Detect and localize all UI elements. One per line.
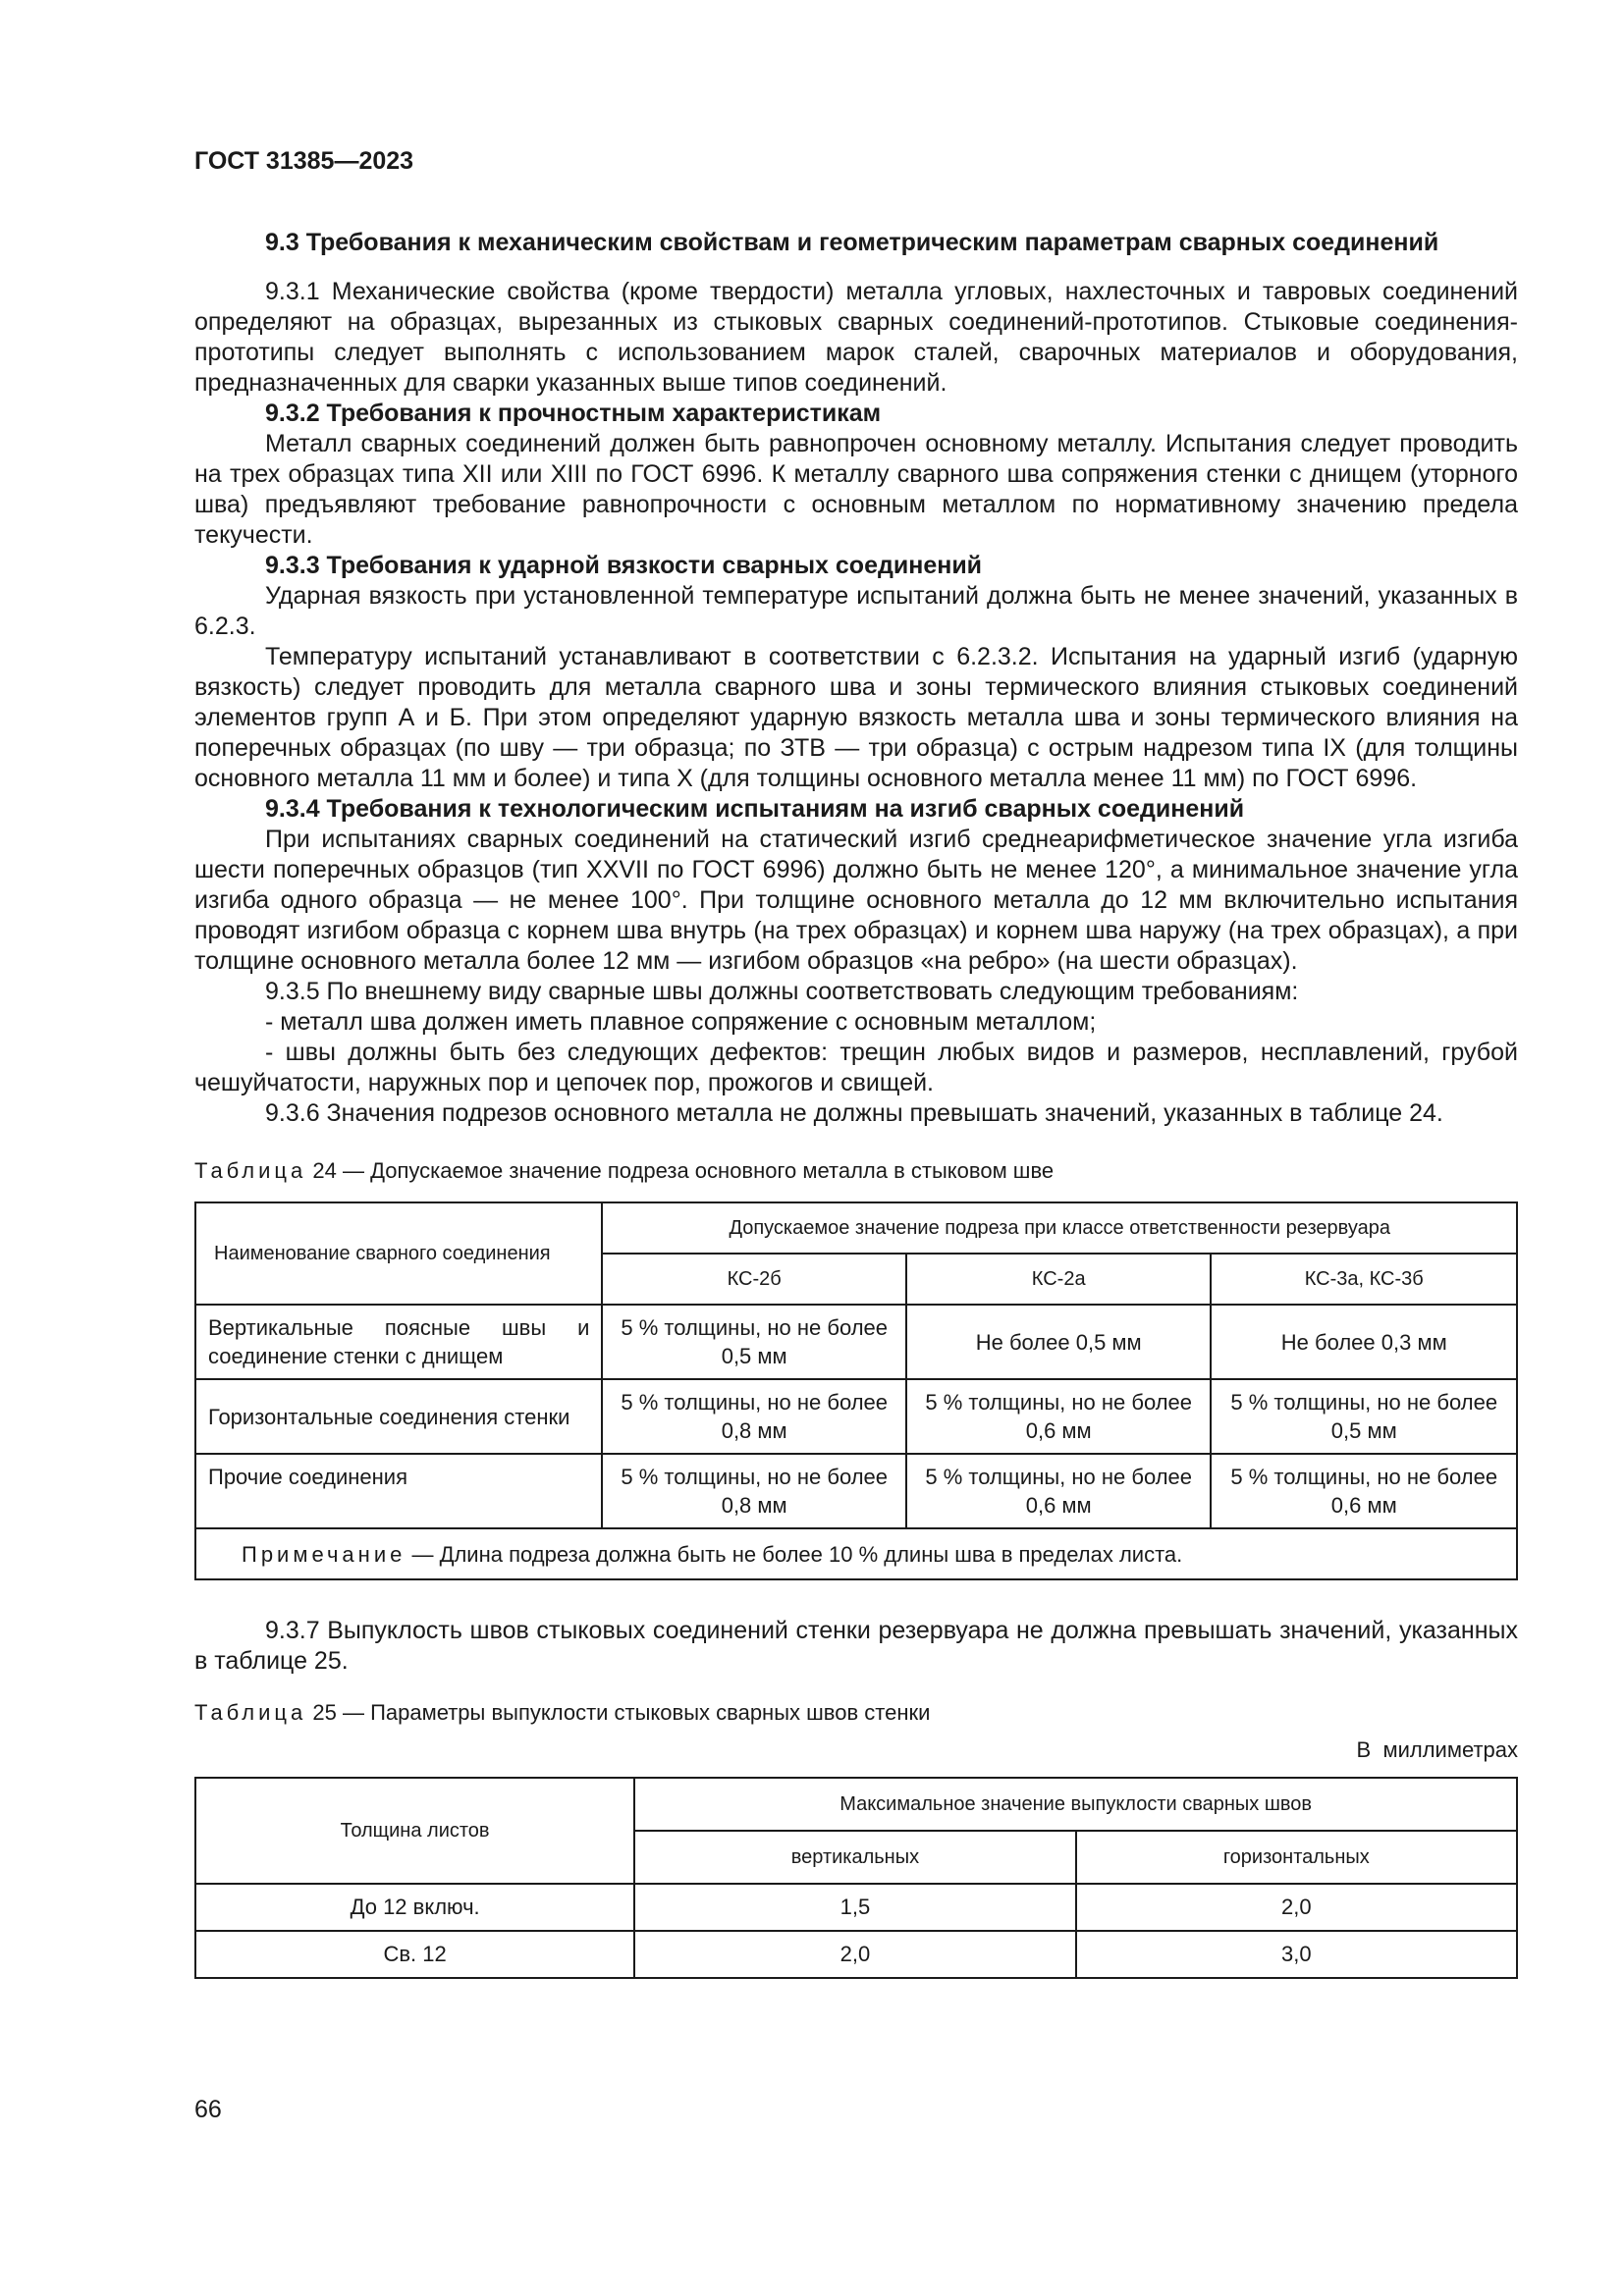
caption-text: 25 — Параметры выпуклости стыковых сварных швов стенки <box>306 1700 931 1725</box>
page-number: 66 <box>194 2096 222 2123</box>
cell-horizontal: 2,0 <box>1076 1884 1517 1931</box>
table-row <box>195 1379 1517 1454</box>
cell-value: Не более 0,3 мм <box>1211 1305 1517 1379</box>
heading-9-3-4: 9.3.4 Требования к технологическим испытаниям на изгиб сварных соединений <box>265 795 1245 823</box>
row-name: Вертикальные поясные швы и соединение стенки с днищем <box>195 1305 602 1379</box>
cell-thickness: Св. 12 <box>195 1931 634 1978</box>
table-row <box>195 1305 1517 1379</box>
cell-vertical: 1,5 <box>634 1884 1075 1931</box>
column-header-group: Допускаемое значение подреза при классе ответственности резервуара <box>602 1202 1517 1254</box>
table-row <box>195 1931 1517 1978</box>
table-row <box>195 1884 1517 1931</box>
paragraph-9-3-7: 9.3.7 Выпуклость швов стыковых соединений стенки резервуара не должна превышать значений, указанных в таблице 25. <box>194 1617 1518 1675</box>
heading-9-3-2: 9.3.2 Требования к прочностным характеристикам <box>265 400 882 427</box>
cell-value: 5 % толщины, но не более 0,8 мм <box>602 1379 906 1454</box>
paragraph-9-3-1: 9.3.1 Механические свойства (кроме твердости) металла угловых, нахлесточных и тавровых соединений определяют на образцах, вырезанных из стыковых сварных соединений-прототипов. Стыковые соединения-прототипы следует выполнять с использованием марок сталей, сварочных материалов и оборудования, предназначенных для сварки указанных выше типов соединений. <box>194 278 1518 397</box>
list-item: - швы должны быть без следующих дефектов: трещин любых видов и размеров, несплавлений, грубой чешуйчатости, наружных пор и цепочек пор, прожогов и свищей. <box>194 1039 1518 1096</box>
table-24-caption <box>194 1158 1518 1184</box>
table-row <box>195 1454 1517 1528</box>
cell-value: Не более 0,5 мм <box>906 1305 1212 1379</box>
cell-value: 5 % толщины, но не более 0,6 мм <box>906 1379 1212 1454</box>
column-header-thickness: Толщина листов <box>195 1778 634 1884</box>
table-25 <box>194 1777 1518 1979</box>
cell-value: 5 % толщины, но не более 0,6 мм <box>1211 1454 1517 1528</box>
cell-value: 5 % толщины, но не более 0,5 мм <box>602 1305 906 1379</box>
paragraph-9-3-4: При испытаниях сварных соединений на статический изгиб среднеарифметическое значение угла изгиба шести поперечных образцов (тип XXVII по ГОСТ 6996) должно быть не менее 120°, а минимальное значение угла изгиба одного образца — не менее 100°. При толщине основного металла до 12 мм включительно испытания проводят изгибом образца с корнем шва внутрь (на трех образцах) и корнем шва наружу (на трех образцах), а при толщине основного металла более 12 мм — изгибом образцов «на ребро» (на шести образцах). <box>194 826 1518 975</box>
row-name: Прочие соединения <box>195 1454 602 1528</box>
section-title: 9.3 Требования к механическим свойствам и геометрическим параметрам сварных соединений <box>265 229 1439 256</box>
column-header-ks2a: КС-2а <box>906 1254 1212 1305</box>
column-header-group: Максимальное значение выпуклости сварных швов <box>634 1778 1517 1831</box>
document-page <box>194 147 1518 1979</box>
units-label: В миллиметрах <box>1356 1737 1518 1762</box>
caption-text: 24 — Допускаемое значение подреза основного металла в стыковом шве <box>306 1158 1055 1183</box>
column-header-vertical: вертикальных <box>634 1831 1075 1884</box>
caption-label: Таблица <box>194 1700 307 1725</box>
paragraph-9-3-6: 9.3.6 Значения подрезов основного металла не должны превышать значений, указанных в таблице 24. <box>265 1099 1443 1127</box>
column-header-ks2b: КС-2б <box>602 1254 906 1305</box>
cell-value: 5 % толщины, но не более 0,8 мм <box>602 1454 906 1528</box>
cell-vertical: 2,0 <box>634 1931 1075 1978</box>
paragraph-9-3-5: 9.3.5 По внешнему виду сварные швы должны соответствовать следующим требованиям: <box>265 978 1299 1005</box>
column-header-horizontal: горизонтальных <box>1076 1831 1517 1884</box>
cell-value: 5 % толщины, но не более 0,5 мм <box>1211 1379 1517 1454</box>
cell-value: 5 % толщины, но не более 0,6 мм <box>906 1454 1212 1528</box>
table-25-caption <box>194 1700 1518 1726</box>
column-header-ks3: КС-3а, КС-3б <box>1211 1254 1517 1305</box>
paragraph-9-3-2: Металл сварных соединений должен быть равнопрочен основному металлу. Испытания следует проводить на трех образцах типа XII или XIII по ГОСТ 6996. К металлу сварного шва сопряжения стенки с днищем (уторного шва) предъявляют требование равнопрочности с основным металлом по нормативному значению предела текучести. <box>194 430 1518 549</box>
note-text: — Длина подреза должна быть не более 10 % длины шва в пределах листа. <box>406 1541 1183 1567</box>
document-code: ГОСТ 31385—2023 <box>194 147 414 175</box>
table-24 <box>194 1201 1518 1580</box>
cell-thickness: До 12 включ. <box>195 1884 634 1931</box>
paragraph-9-3-3-b: Температуру испытаний устанавливают в соответствии с 6.2.3.2. Испытания на ударный изгиб (ударную вязкость) следует проводить для металла сварного шва и зоны термического влияния стыковых соединений элементов групп А и Б. При этом определяют ударную вязкость металла шва и зоны термического влияния на поперечных образцах (по шву — три образца; по ЗТВ — три образца) с острым надрезом типа IX (для толщины основного металла 11 мм и более) и типа X (для толщины основного металла менее 11 мм) по ГОСТ 6996. <box>194 643 1518 792</box>
cell-horizontal: 3,0 <box>1076 1931 1517 1978</box>
table-note <box>195 1528 1517 1579</box>
note-label: Примечание <box>242 1541 406 1567</box>
list-item: - металл шва должен иметь плавное сопряжение с основным металлом; <box>265 1008 1097 1036</box>
heading-9-3-3: 9.3.3 Требования к ударной вязкости сварных соединений <box>265 552 983 579</box>
paragraph-9-3-3-a: Ударная вязкость при установленной температуре испытаний должна быть не менее значений, указанных в 6.2.3. <box>194 582 1518 640</box>
row-name: Горизонтальные соединения стенки <box>195 1379 602 1454</box>
column-header-name: Наименование сварного соединения <box>195 1202 602 1305</box>
caption-label: Таблица <box>194 1158 307 1183</box>
